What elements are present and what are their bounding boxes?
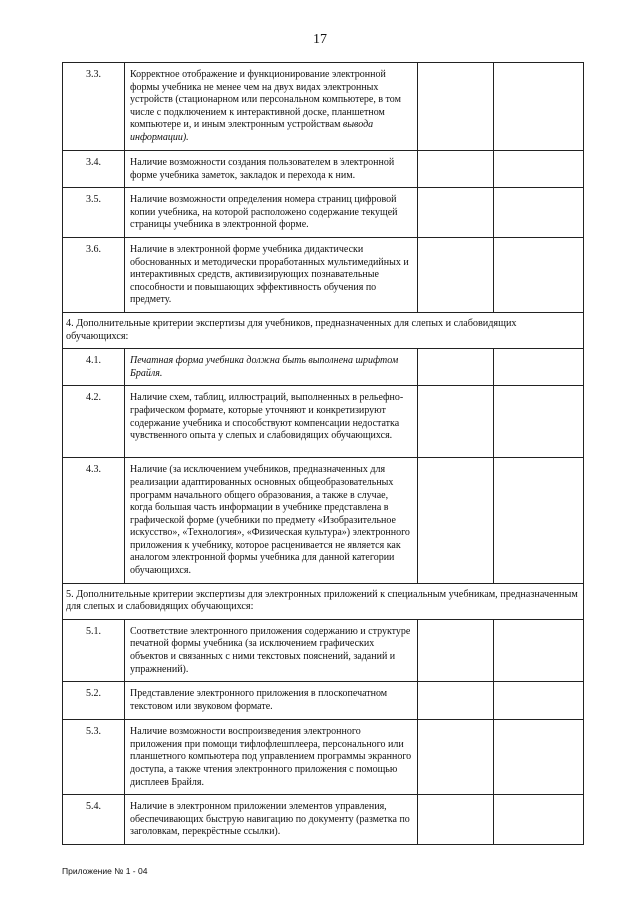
section-heading: 4. Дополнительные критерии экспертизы для учебников, предназначенных для слепых и слабовидящих обучающихся: — [63, 312, 584, 348]
row-number: 3.3. — [63, 63, 125, 151]
empty-cell — [494, 795, 584, 845]
row-number: 3.4. — [63, 151, 125, 188]
empty-cell — [418, 720, 494, 795]
criterion-text — [125, 63, 418, 151]
empty-cell — [494, 63, 584, 151]
empty-cell — [418, 458, 494, 583]
empty-cell — [418, 237, 494, 312]
empty-cell — [494, 188, 584, 238]
criterion-text: Печатная форма учебника должна быть выполнена шрифтом Брайля. — [125, 349, 418, 386]
table-row — [63, 682, 584, 720]
empty-cell — [418, 188, 494, 238]
row-number: 5.4. — [63, 795, 125, 845]
criterion-text: Наличие возможности создания пользователем в электронной форме учебника заметок, закладок и перехода к ним. — [125, 151, 418, 188]
section-row — [63, 312, 584, 348]
section-heading: 5. Дополнительные критерии экспертизы для электронных приложений к специальным учебникам, предназначенным для слепых и слабовидящих обучающихся: — [63, 583, 584, 619]
criterion-text: Наличие в электронном приложении элементов управления, обеспечивающих быструю навигацию по документу (разметка по заголовкам, перекрёстные ссылки). — [125, 795, 418, 845]
section-row — [63, 583, 584, 619]
empty-cell — [494, 458, 584, 583]
row-number: 4.2. — [63, 386, 125, 458]
row-number: 5.3. — [63, 720, 125, 795]
table-row — [63, 458, 584, 583]
criterion-text: Наличие в электронной форме учебника дидактически обоснованных и методически проработанных мультимедийных и интерактивных средств, активизирующих познавательные способности и повышающих эффективность обучения по предмету. — [125, 237, 418, 312]
table-row — [63, 795, 584, 845]
table-row — [63, 720, 584, 795]
footer-attachment-label: Приложение № 1 - 04 — [62, 866, 148, 876]
row-number: 4.3. — [63, 458, 125, 583]
row-number: 4.1. — [63, 349, 125, 386]
empty-cell — [494, 386, 584, 458]
empty-cell — [418, 795, 494, 845]
row-number: 3.6. — [63, 237, 125, 312]
page-number: 17 — [313, 32, 327, 47]
table-row — [63, 63, 584, 151]
table-row — [63, 619, 584, 681]
empty-cell — [494, 151, 584, 188]
criterion-text: Представление электронного приложения в плоскопечатном текстовом или звуковом формате. — [125, 682, 418, 720]
criterion-text-italic: вывода информации). — [130, 119, 374, 143]
table-row — [63, 188, 584, 238]
empty-cell — [418, 63, 494, 151]
criterion-text: Наличие возможности определения номера страниц цифровой копии учебника, на которой расположено содержание текущей страницы учебника в электронной форме. — [125, 188, 418, 238]
criterion-text: Наличие возможности воспроизведения электронного приложения при помощи тифлофлешплеера, персонального или планшетного компьютера под управлением программы экранного доступа, а также чтения электронного приложения с помощью дисплеев Брайля. — [125, 720, 418, 795]
empty-cell — [494, 720, 584, 795]
empty-cell — [418, 682, 494, 720]
empty-cell — [494, 619, 584, 681]
empty-cell — [494, 349, 584, 386]
criterion-text: Наличие схем, таблиц, иллюстраций, выполненных в рельефно-графическом формате, которые уточняют и конкретизируют содержание учебника и способствуют компенсации недостатка чувственного опыта у слепых и слабовидящих обучающихся. — [125, 386, 418, 458]
criterion-text: Наличие (за исключением учебников, предназначенных для реализации адаптированных основных общеобразовательных программ начального общего образования, а также в случае, когда большая часть информации в учебнике представлена в графической форме (учебники по предмету «Изобразительное искусство», «Технология», «Физическая культура») электронного приложения к учебнику, которое расценивается не является как аналогом электронной формы учебника для данной категории обучающихся. — [125, 458, 418, 583]
criteria-table — [62, 62, 584, 845]
table-row — [63, 386, 584, 458]
empty-cell — [418, 386, 494, 458]
row-number: 3.5. — [63, 188, 125, 238]
row-number: 5.2. — [63, 682, 125, 720]
table-row — [63, 237, 584, 312]
table-row — [63, 349, 584, 386]
empty-cell — [418, 151, 494, 188]
criterion-text: Соответствие электронного приложения содержанию и структуре печатной формы учебника (за исключением графических объектов и связанных с ними текстовых пояснений, заданий и упражнений). — [125, 619, 418, 681]
empty-cell — [418, 619, 494, 681]
empty-cell — [494, 682, 584, 720]
empty-cell — [418, 349, 494, 386]
criterion-text-main: Корректное отображение и функционирование электронной формы учебника не менее чем на двух видах электронных устройств (стационарном или персональном компьютере, в том числе с подключением к интерактивной доске, планшетном компьютере и, и иным электронным устройствам — [130, 69, 401, 131]
table-row — [63, 151, 584, 188]
empty-cell — [494, 237, 584, 312]
row-number: 5.1. — [63, 619, 125, 681]
